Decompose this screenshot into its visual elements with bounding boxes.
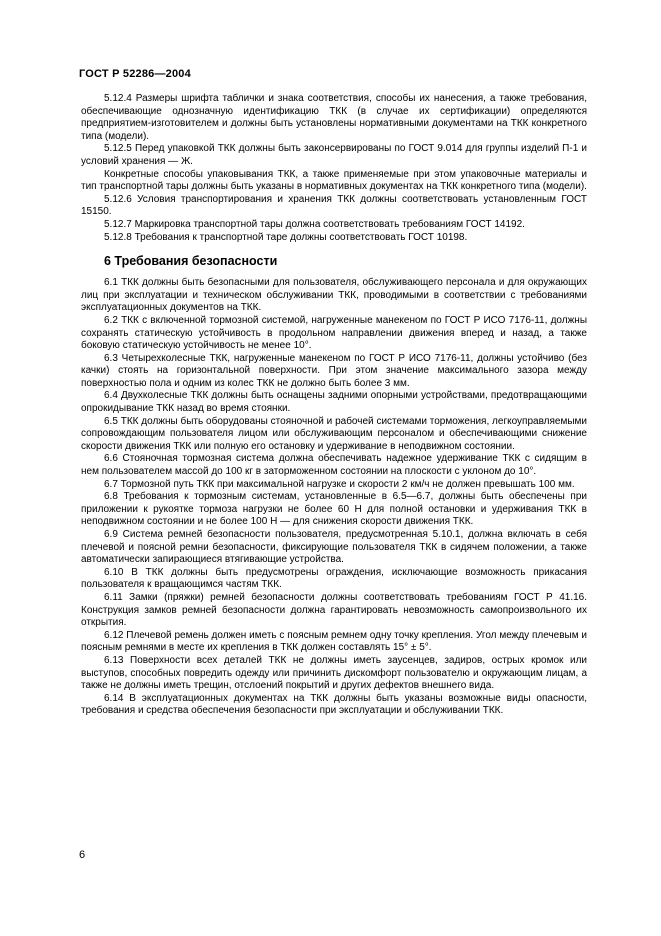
paragraph-5-12-7: 5.12.7 Маркировка транспортной тары должна соответствовать требованиям ГОСТ 14192. xyxy=(104,218,525,230)
paragraph-6-5: 6.5 ТКК должны быть оборудованы стояночной и рабочей системами торможения, легкоуправляемыми сопровождающим пользователя лицом или обслуживающим персоналом и обеспечивающими снижение скорости движения ТКК или полную его остановку и удерживание в неподвижном состоянии. xyxy=(81,415,587,452)
document-body xyxy=(81,93,587,718)
paragraph-6-6: 6.6 Стояночная тормозная система должна обеспечивать надежное удерживание ТКК с сидящим в нем пользователем массой до 100 кг в заторможенном состоянии на плоскости с уклоном до 10°. xyxy=(81,453,587,478)
paragraph-6-7: 6.7 Тормозной путь ТКК при максимальной нагрузке и скорости 2 км/ч не должен превышать 100 мм. xyxy=(104,478,575,490)
section-title: 6 Требования безопасности xyxy=(104,254,278,269)
paragraph-6-4: 6.4 Двухколесные ТКК должны быть оснащены задними опорными устройствами, предотвращающими опрокидывание ТКК назад во время стоянки. xyxy=(81,390,587,415)
paragraph-packaging: Конкретные способы упаковывания ТКК, а также применяемые при этом упаковочные материалы и тип транспортной тары должны быть указаны в нормативных документах на ТКК конкретного типа (модели). xyxy=(81,168,587,193)
paragraph-5-12-8: 5.12.8 Требования к транспортной таре должны соответствовать ГОСТ 10198. xyxy=(104,231,468,243)
paragraph-6-9: 6.9 Система ремней безопасности пользователя, предусмотренная 5.10.1, должна включать в себя плечевой и поясной ремни безопасности, фиксирующие пользователя ТКК в сидячем положении, а также автоматически запирающиеся втягивающие устройства. xyxy=(81,529,587,566)
paragraph-6-10: 6.10 В ТКК должны быть предусмотрены ограждения, исключающие возможность прикасания пользователя к вращающимся частям ТКК. xyxy=(81,566,587,591)
paragraph-6-13: 6.13 Поверхности всех деталей ТКК не должны иметь заусенцев, задиров, острых кромок или выступов, способных повредить одежду или причинить дискомфорт пользователю и окружающим лицам, а также не должны иметь трещин, отслоений покрытий и других дефектов внешнего вида. xyxy=(81,654,587,692)
page-number: 6 xyxy=(79,849,86,861)
paragraph-5-12-4: 5.12.4 Размеры шрифта таблички и знака соответствия, способы их нанесения, а также требования, обеспечивающие однозначную идентификацию ТКК (в случае их сертификации) определяются предприятием-изготовителем и должны быть установлены нормативными документами на ТКК конкретного типа (модели). xyxy=(81,93,587,142)
paragraph-5-12-6: 5.12.6 Условия транспортирования и хранения ТКК должны соответствовать установленным ГОСТ 15150. xyxy=(81,193,587,218)
paragraph-6-8: 6.8 Требования к тормозным системам, установленные в 6.5—6.7, должны быть обеспечены при приложении к рукоятке тормоза нагрузки не более 60 Н для полной остановки и удерживания ТКК в неподвижном состоянии и не более 100 Н — для снижения скорости движения ТКК. xyxy=(81,491,587,528)
paragraph-6-11: 6.11 Замки (пряжки) ремней безопасности должны соответствовать требованиям ГОСТ Р 41.16. Конструкция замков ремней безопасности должна гарантировать невозможность самопроизвольного их открытия. xyxy=(81,591,587,629)
paragraph-6-2: 6.2 ТКК с включенной тормозной системой, нагруженные манекеном по ГОСТ Р ИСО 7176-11, должны сохранять статическую устойчивость в продольном направлении движения вперед и назад, а также боковую статическую устойчивость не менее 10°. xyxy=(81,314,587,352)
paragraph-6-3: 6.3 Четырехколесные ТКК, нагруженные манекеном по ГОСТ Р ИСО 7176-11, должны устойчиво (без качки) стоять на горизонтальной поверхности. При этом значение максимального зазора между поверхностью пола и одним из колес ТКК не должно быть более 3 мм. xyxy=(81,352,587,389)
document-header: ГОСТ Р 52286—2004 xyxy=(79,68,191,80)
paragraph-5-12-5: 5.12.5 Перед упаковкой ТКК должны быть законсервированы по ГОСТ 9.014 для группы изделий П-1 и условий хранения — Ж. xyxy=(81,143,587,167)
paragraph-6-14: 6.14 В эксплуатационных документах на ТКК должны быть указаны возможные виды опасности, требования и средства обеспечения безопасности при эксплуатации и обслуживании ТКК. xyxy=(81,692,587,717)
paragraph-6-12: 6.12 Плечевой ремень должен иметь с поясным ремнем одну точку крепления. Угол между плечевым и поясным ремнями в месте их крепления в ТКК должен составлять 15° ± 5°. xyxy=(81,629,587,654)
paragraph-6-1: 6.1 ТКК должны быть безопасными для пользователя, обслуживающего персонала и для окружающих лиц при эксплуатации и техническом обслуживании ТКК, проводимыми в соответствии с требованиями эксплуатационных документов на ТКК. xyxy=(81,277,587,314)
